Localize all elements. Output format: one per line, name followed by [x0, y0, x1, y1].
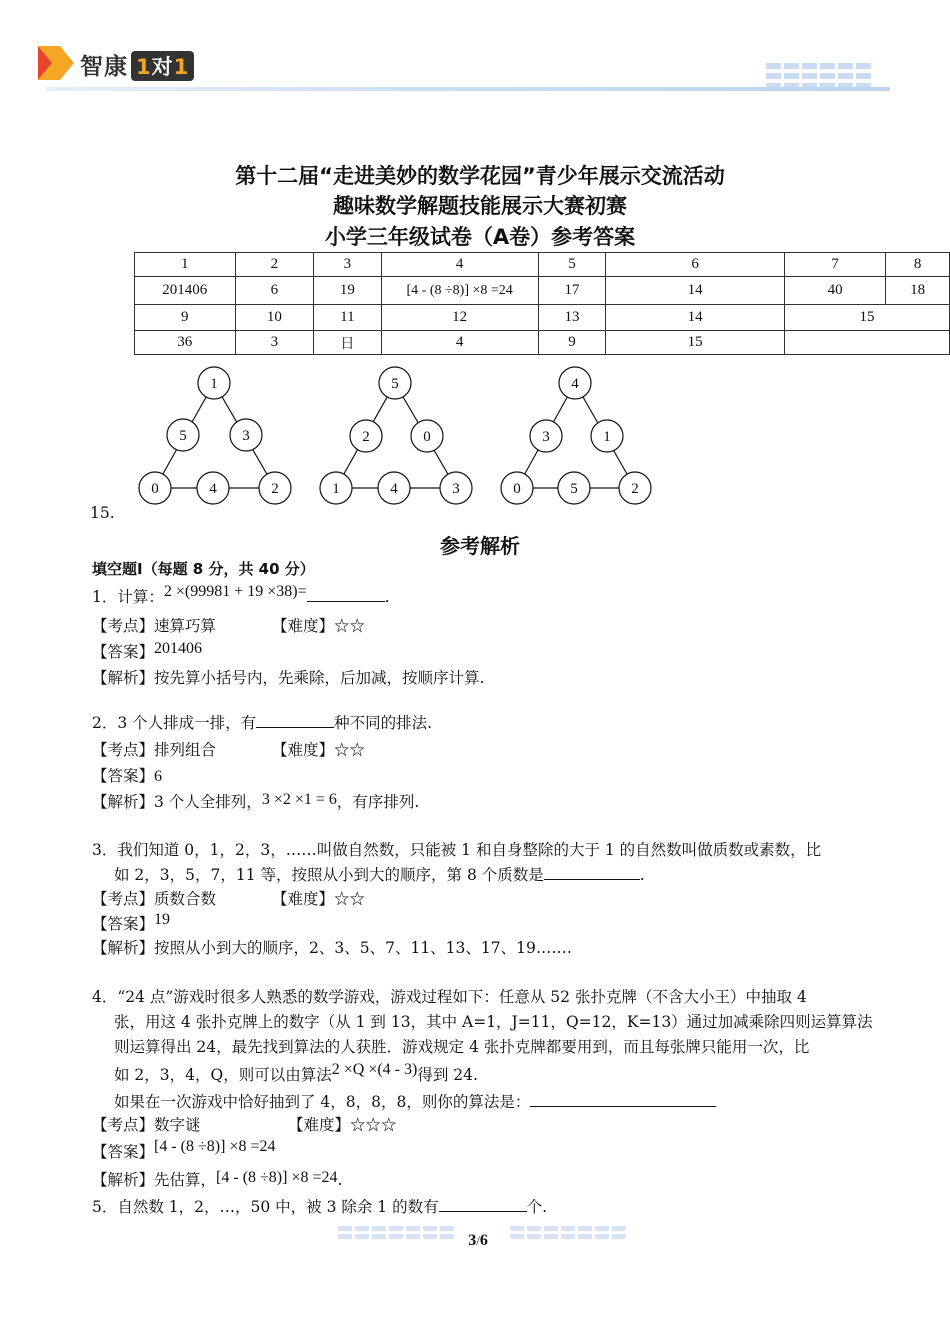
- header-rule: [46, 87, 890, 91]
- q3-stem-line1: 3．我们知道 0，1，2，3，……叫做自然数，只能被 1 和自身整除的大于 1 的自然数叫做质数或素数，比: [92, 841, 822, 859]
- triangle-figure-3: [490, 362, 660, 512]
- section-heading: 填空题Ⅰ（每题 8 分，共 40 分）: [92, 560, 315, 578]
- table-cell: 9: [538, 331, 606, 355]
- doc-title-line1: 第十二届“走进美妙的数学花园”青少年展示交流活动: [235, 164, 725, 188]
- q4-stem-line5: 如果在一次游戏中恰好抽到了 4，8，8，8，则你的算法是：: [114, 1090, 716, 1112]
- node-bottom-mid: 4: [209, 481, 217, 497]
- answer-blank: [544, 863, 640, 880]
- q1-expression: 2 ×(99981 + 19 ×38)=: [163, 583, 307, 600]
- footer-decor-dots-right: [510, 1226, 626, 1239]
- q1-point: 【考点】速算巧算: [92, 617, 217, 635]
- node-bottom-right: 3: [452, 481, 460, 497]
- table-cell: 8: [886, 253, 950, 277]
- q3-answer: 【答案】19: [92, 911, 171, 933]
- table-cell: 17: [538, 277, 606, 305]
- q2-point: 【考点】排列组合: [92, 741, 217, 759]
- table-cell: 13: [538, 305, 606, 331]
- table-row: [135, 331, 950, 355]
- table-cell: 1: [135, 253, 236, 277]
- q4-stem-line2: 张，用这 4 张扑克牌上的数字（从 1 到 13，其中 A=1，J=11，Q=12，K=13）通过加减乘除四则运算算法: [114, 1013, 873, 1031]
- table-cell: 6: [235, 277, 314, 305]
- node-bottom-left: 1: [332, 481, 340, 497]
- q2-difficulty: 【难度】☆☆: [272, 741, 366, 759]
- doc-title-line2: 趣味数学解题技能展示大赛初赛: [333, 194, 627, 218]
- node-mid-right: 1: [603, 429, 611, 445]
- q1-difficulty: 【难度】☆☆: [272, 617, 366, 635]
- q4-stem-line4: 如 2，3，4，Q，则可以由算法2 ×Q ×(4 - 3)得到 24.: [114, 1061, 478, 1084]
- q4-stem-line3: 则运算得出 24，最先找到算法的人获胜．游戏规定 4 张扑克牌都要用到，而且每张牌只能用一次，比: [114, 1038, 810, 1056]
- q4-difficulty: 【难度】☆☆☆: [288, 1116, 397, 1134]
- table-cell: 5: [538, 253, 606, 277]
- table-cell: 3: [314, 253, 382, 277]
- table-cell: 7: [784, 253, 885, 277]
- table-cell: 日: [314, 331, 382, 355]
- table-row: [135, 253, 950, 277]
- table-cell: 18: [886, 277, 950, 305]
- q3-explanation: 【解析】按照从小到大的顺序，2、3、5、7、11、13、17、19…….: [92, 939, 572, 957]
- table-cell: 3: [235, 331, 314, 355]
- table-row: [135, 277, 950, 305]
- table-row: [135, 305, 950, 331]
- table-cell: 14: [606, 277, 785, 305]
- node-bottom-mid: 4: [390, 481, 398, 497]
- table-cell: 14: [606, 305, 785, 331]
- doc-title-line3: 小学三年级试卷（A卷）参考答案: [324, 225, 636, 249]
- brand-logo-mark: [38, 46, 74, 80]
- page-number: 3/6: [468, 1232, 488, 1249]
- triangle-figure-1: [130, 362, 300, 512]
- node-top: 5: [391, 376, 399, 392]
- node-mid-right: 0: [423, 429, 431, 445]
- q3-stem-line2: 如 2，3，5，7，11 等，按照从小到大的顺序，第 8 个质数是 .: [114, 863, 645, 885]
- q1-answer: 【答案】201406: [92, 640, 203, 661]
- brand-badge: 1对1: [131, 51, 194, 81]
- node-mid-left: 3: [542, 429, 550, 445]
- q5-stem: 5．自然数 1，2，…，50 中，被 3 除余 1 的数有 个.: [92, 1195, 547, 1217]
- q3-difficulty: 【难度】☆☆: [272, 890, 366, 908]
- answer-blank: [439, 1195, 527, 1212]
- answer-blank: [307, 585, 385, 602]
- table-cell: 9: [135, 305, 236, 331]
- node-bottom-left: 0: [513, 481, 521, 497]
- table-cell: 15: [784, 305, 949, 331]
- node-bottom-left: 0: [151, 481, 159, 497]
- q2-explanation: 【解析】3 个人全排列，3 ×2 ×1 = 6，有序排列.: [92, 791, 420, 811]
- q2-answer: 【答案】6: [92, 767, 163, 785]
- table-cell: 10: [235, 305, 314, 331]
- q1-explanation: 【解析】按先算小括号内，先乘除，后加减，按顺序计算.: [92, 669, 485, 687]
- node-bottom-right: 2: [271, 481, 279, 497]
- table-cell: 36: [135, 331, 236, 355]
- brand-logo-text: 智康 1对1: [80, 48, 194, 81]
- table-cell: 40: [784, 277, 885, 305]
- footer-decor-dots-left: [338, 1226, 454, 1239]
- q2-stem: 2．3 个人排成一排，有 种不同的排法.: [92, 711, 432, 733]
- table-cell: 19: [314, 277, 382, 305]
- q4-point: 【考点】数字谜: [92, 1116, 201, 1134]
- table-cell: 15: [606, 331, 785, 355]
- q3-point: 【考点】质数合数: [92, 890, 217, 908]
- q4-answer: 【答案】[4 - (8 ÷8)] ×8 =24: [92, 1138, 276, 1161]
- node-top: 1: [210, 376, 218, 392]
- table-cell: [4 - (8 ÷8)] ×8 =24: [381, 277, 538, 305]
- node-mid-left: 2: [362, 429, 370, 445]
- q15-label: 15.: [90, 504, 115, 522]
- table-cell: 201406: [135, 277, 236, 305]
- node-bottom-right: 2: [631, 481, 639, 497]
- table-cell: 6: [606, 253, 785, 277]
- table-cell: 11: [314, 305, 382, 331]
- node-bottom-mid: 5: [570, 481, 578, 497]
- node-mid-left: 5: [179, 428, 187, 444]
- table-cell: 12: [381, 305, 538, 331]
- triangle-figure-2: [311, 362, 481, 512]
- q1-stem: 1．计算：2 ×(99981 + 19 ×38)= .: [92, 583, 390, 606]
- node-top: 4: [571, 376, 579, 392]
- header-decor-dots: [766, 63, 871, 89]
- q4-stem-line1: 4．“24 点”游戏时很多人熟悉的数学游戏，游戏过程如下：任意从 52 张扑克牌（不含大小王）中抽取 4: [92, 988, 807, 1006]
- answer-table: [134, 252, 950, 355]
- answer-blank: [530, 1090, 716, 1107]
- table-cell: 4: [381, 253, 538, 277]
- answer-blank: [256, 711, 334, 728]
- node-mid-right: 3: [242, 428, 250, 444]
- table-cell: [784, 331, 949, 355]
- table-cell: 2: [235, 253, 314, 277]
- q4-explanation: 【解析】先估算，[4 - (8 ÷8)] ×8 =24.: [92, 1169, 343, 1189]
- analysis-title: 参考解析: [440, 534, 520, 558]
- table-cell: 4: [381, 331, 538, 355]
